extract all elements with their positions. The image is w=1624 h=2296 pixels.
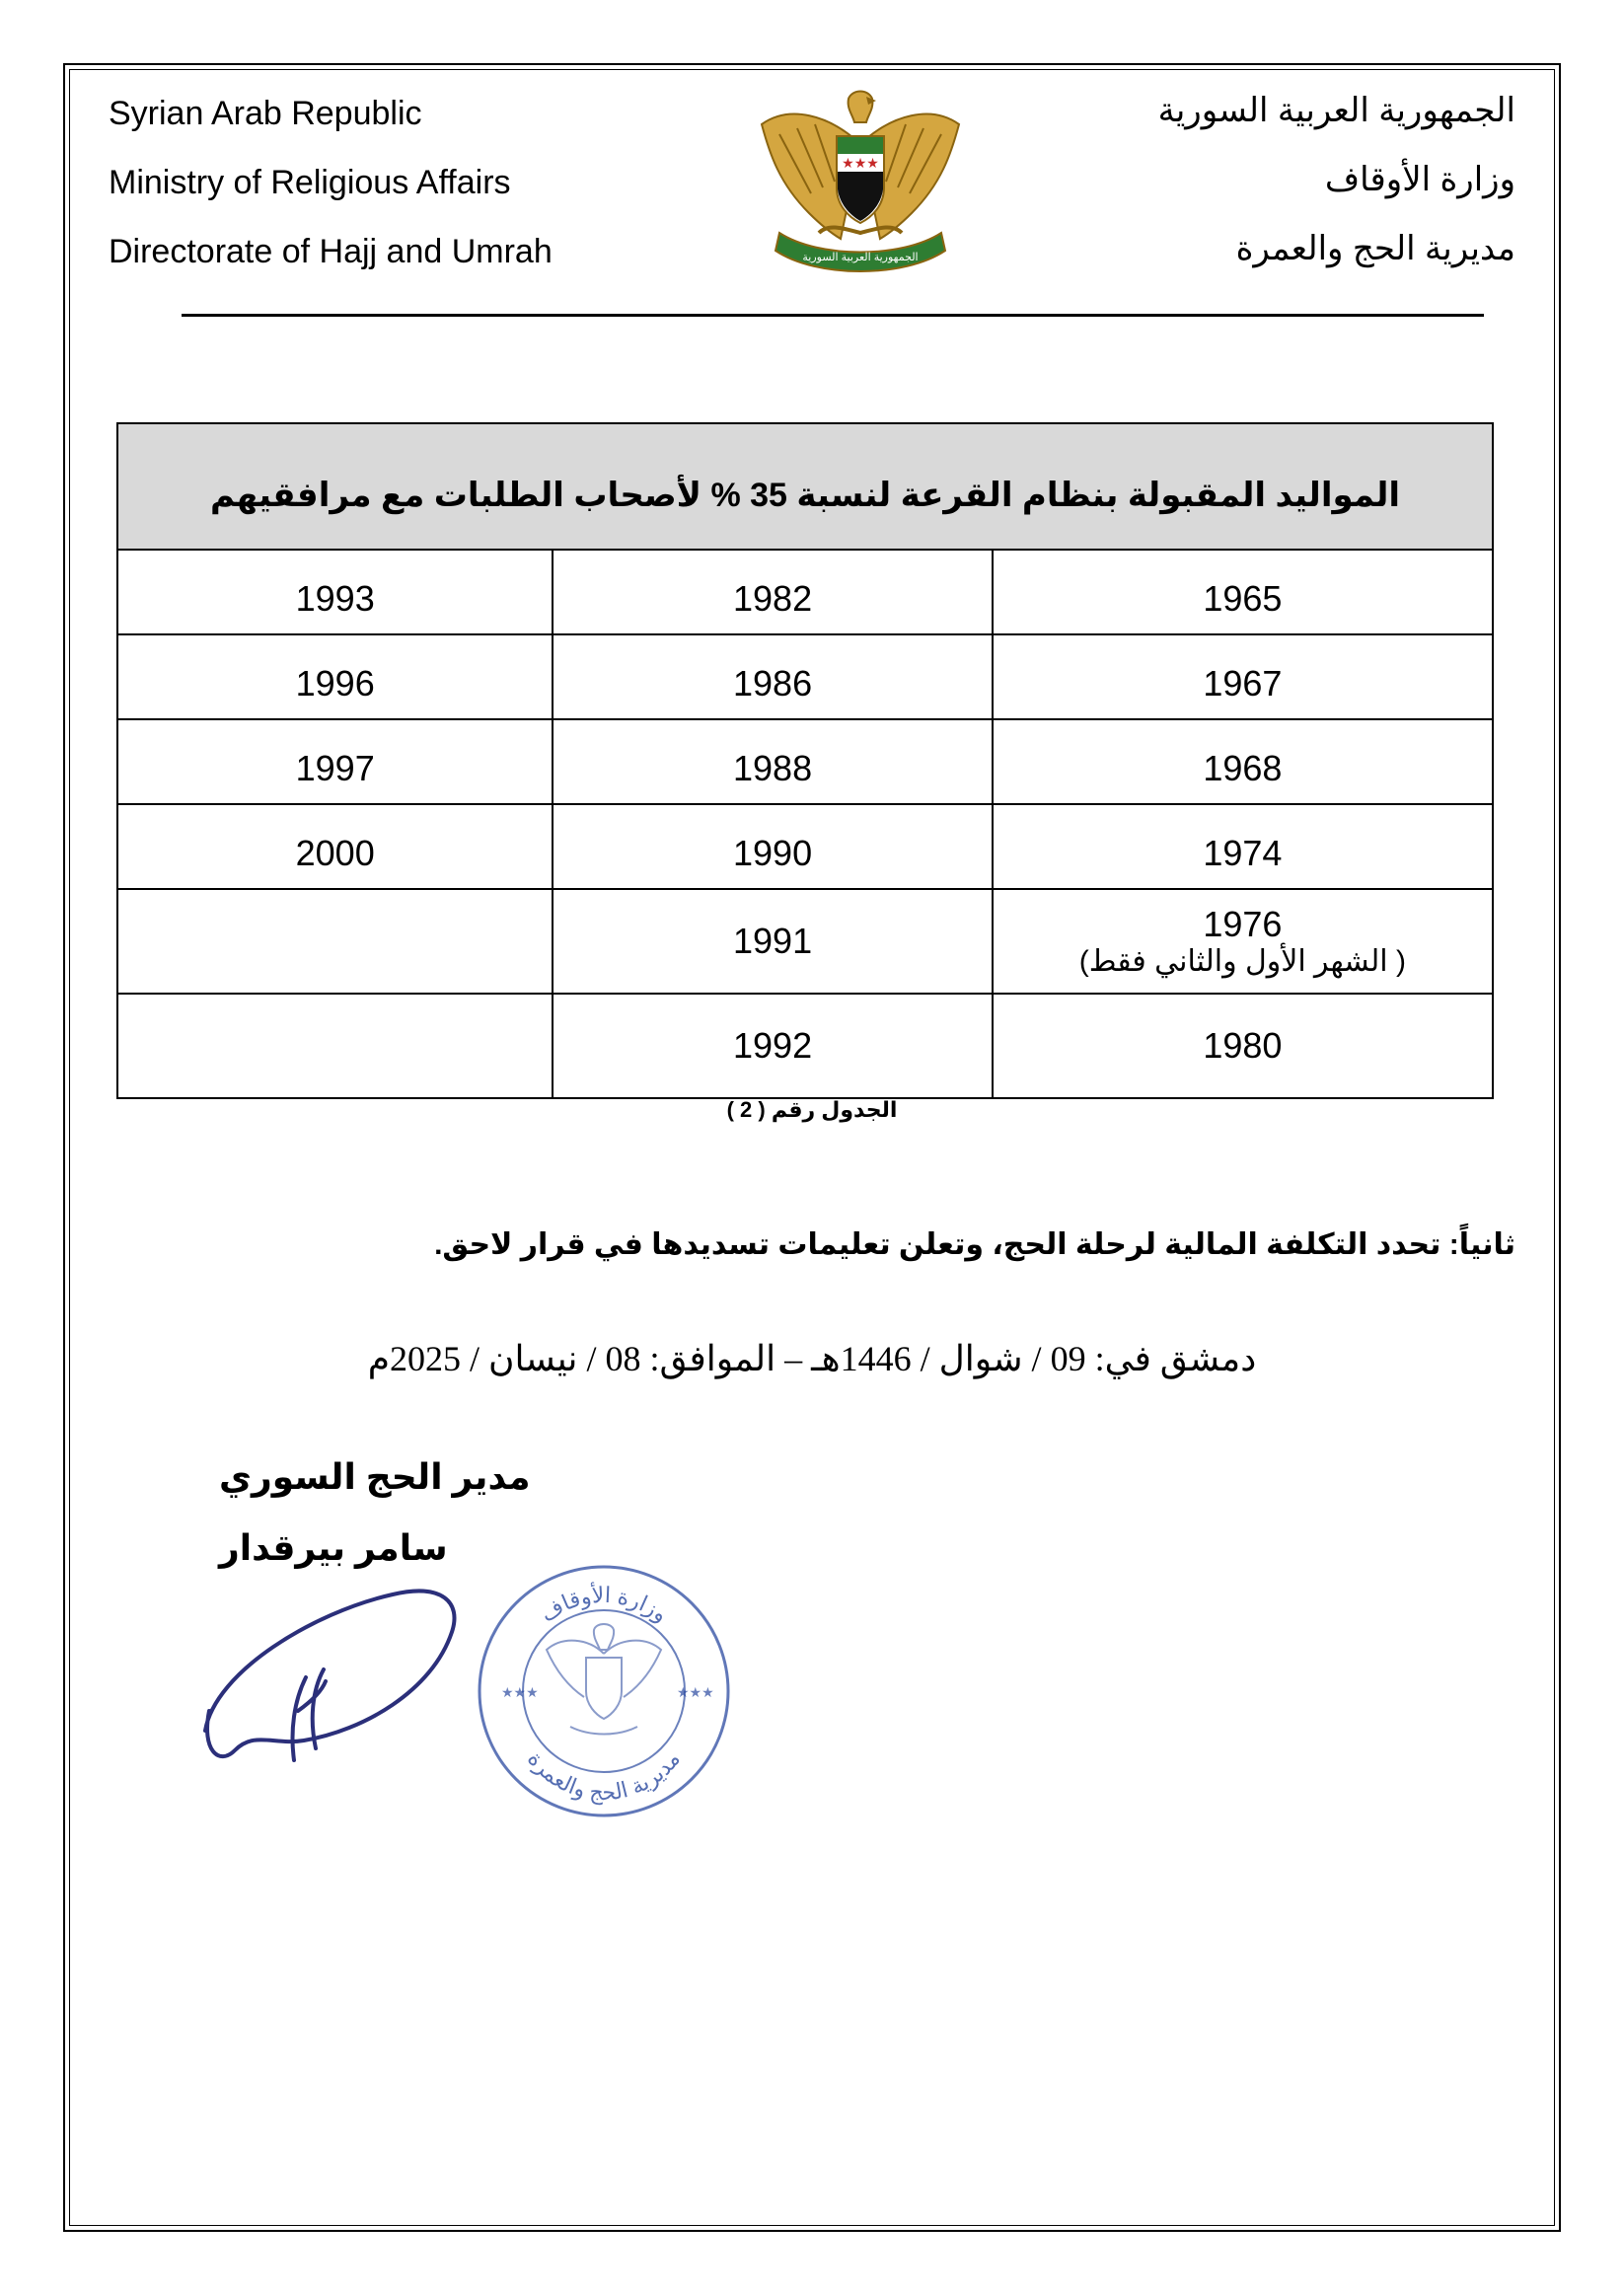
table-caption: الجدول رقم ( 2 ) (726, 1097, 898, 1122)
table-row (117, 550, 1493, 634)
official-stamp (472, 1559, 736, 1823)
header-ar-ministry: وزارة الأوقاف (1324, 161, 1515, 198)
table-cell: 1967 (993, 634, 1493, 719)
table-row (117, 634, 1493, 719)
table-cell: 1990 (553, 804, 992, 889)
date-line: دمشق في: 09 / شوال / 1446هـ – الموافق: 08 / نيسان / 2025م (367, 1339, 1257, 1378)
stamp-top-text: وزارة الأوقاف (536, 1582, 673, 1627)
clause-second: ثانياً: تحدد التكلفة المالية لرحلة الحج، وتعلن تعليمات تسديدها في قرار لاحق. (434, 1228, 1515, 1261)
table-cell (117, 889, 553, 994)
eagle-emblem-icon (750, 85, 971, 286)
table-cell (117, 994, 553, 1098)
table-cell-year: 1976 (1203, 904, 1283, 944)
table-row (117, 994, 1493, 1098)
signatory-title: مدير الحج السوري (219, 1456, 531, 1497)
table-cell: 1991 (553, 889, 992, 994)
svg-text:★★★: ★★★ (501, 1684, 539, 1700)
table-cell: 1968 (993, 719, 1493, 804)
signatory-name: سامر بيرقدار (219, 1527, 448, 1568)
table-cell-note: ( الشهر الأول والثاني فقط) (1078, 945, 1406, 978)
table-row (117, 804, 1493, 889)
header-divider (182, 314, 1484, 317)
handwritten-signature (195, 1583, 474, 1780)
table-cell: 1986 (553, 634, 992, 719)
table-row (117, 889, 1493, 994)
stamp-bottom-text: مديرية الحج والعمرة (522, 1746, 686, 1806)
table-cell: 1997 (117, 719, 553, 804)
table-cell: 1996 (117, 634, 553, 719)
header-en-directorate: Directorate of Hajj and Umrah (109, 233, 553, 270)
table-cell: 1974 (993, 804, 1493, 889)
table-cell: 1965 (993, 550, 1493, 634)
table-cell: 1980 (993, 994, 1493, 1098)
table-cell (993, 889, 1493, 994)
svg-text:★★★: ★★★ (842, 155, 879, 171)
table-cell: 1992 (553, 994, 992, 1098)
emblem-ribbon-text: الجمهورية العربية السورية (802, 252, 919, 263)
header-ar-directorate: مديرية الحج والعمرة (1235, 230, 1515, 267)
header-en-country: Syrian Arab Republic (109, 95, 422, 132)
table-cell: 1993 (117, 550, 553, 634)
page-border-inner (69, 69, 1555, 2226)
header-ar-country: الجمهورية العربية السورية (1157, 92, 1515, 129)
table-title: المواليد المقبولة بنظام القرعة لنسبة 35 % لأصحاب الطلبات مع مرافقيهم (117, 423, 1493, 550)
table-cell: 1982 (553, 550, 992, 634)
table-row (117, 719, 1493, 804)
svg-text:★★★: ★★★ (677, 1684, 714, 1700)
table-cell: 1988 (553, 719, 992, 804)
header-en-ministry: Ministry of Religious Affairs (109, 164, 511, 201)
table-cell: 2000 (117, 804, 553, 889)
birth-years-table (116, 422, 1494, 1099)
